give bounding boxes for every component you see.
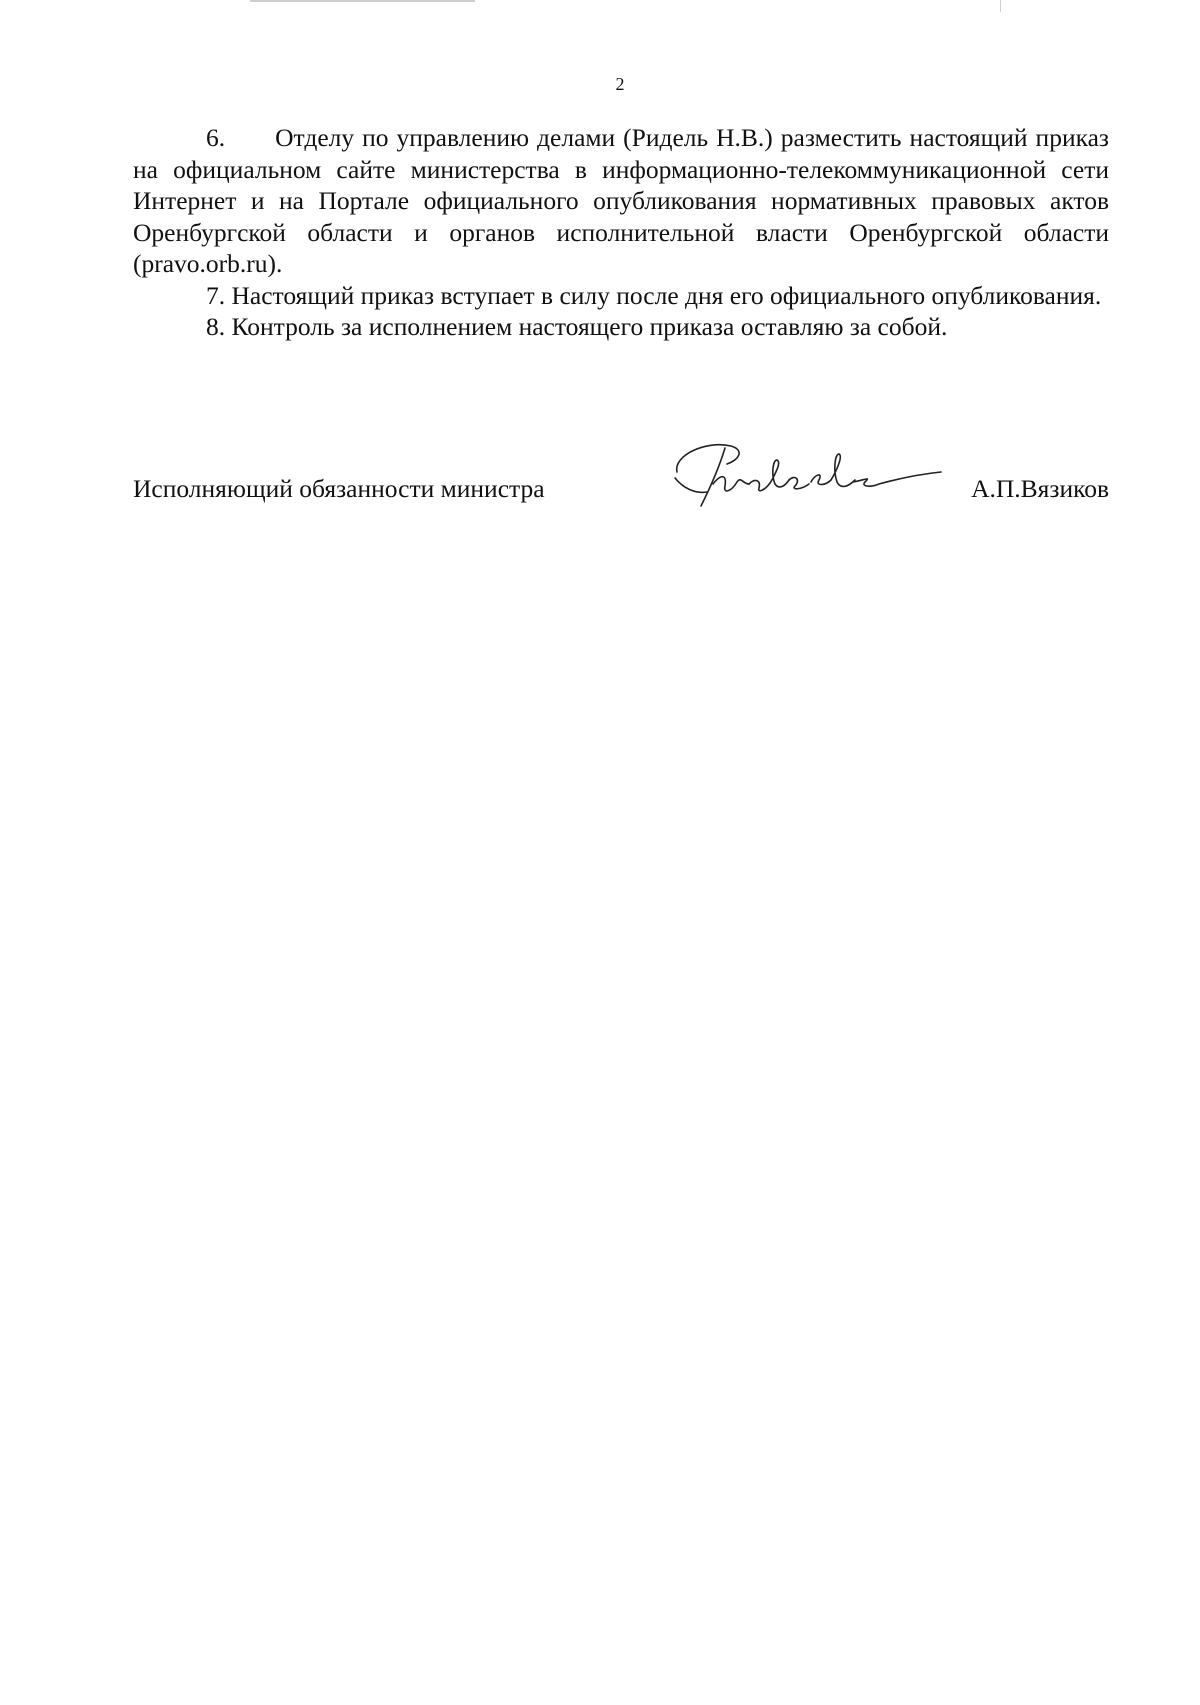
paragraph-number: 6. [206, 123, 226, 152]
paragraph-text: Настоящий приказ вступает в силу после дня его официального опубликования. [231, 280, 1102, 310]
scan-edge-mark [250, 0, 475, 2]
signatory-position: Исполняющий обязанности министра [133, 474, 545, 503]
paragraph-number: 7. [206, 280, 226, 310]
paragraph-text: Отделу по управлению делами (Ридель Н.В.) разместить настоящий приказ на официальном сайте министерства в информационно-телекоммуникационной сети Интернет и на Портале официального опубликования нормативных правовых актов Оренбургской области и органов исполнительной власти Оренбургской области (pravo.orb.ru). [133, 123, 1109, 278]
paragraph-number: 8. [206, 312, 226, 341]
order-body [133, 122, 1109, 343]
paragraph-8 [133, 311, 1109, 343]
paragraph-6 [133, 122, 1109, 280]
scan-edge-mark [1000, 0, 1001, 12]
handwritten-signature-icon [665, 434, 945, 514]
paragraph-7 [133, 280, 1109, 312]
signatory-name: А.П.Вязиков [971, 474, 1109, 503]
page-number: 2 [615, 74, 625, 94]
paragraph-text: Контроль за исполнением настоящего приказа оставляю за собой. [231, 312, 948, 341]
signature-block [133, 474, 1109, 514]
